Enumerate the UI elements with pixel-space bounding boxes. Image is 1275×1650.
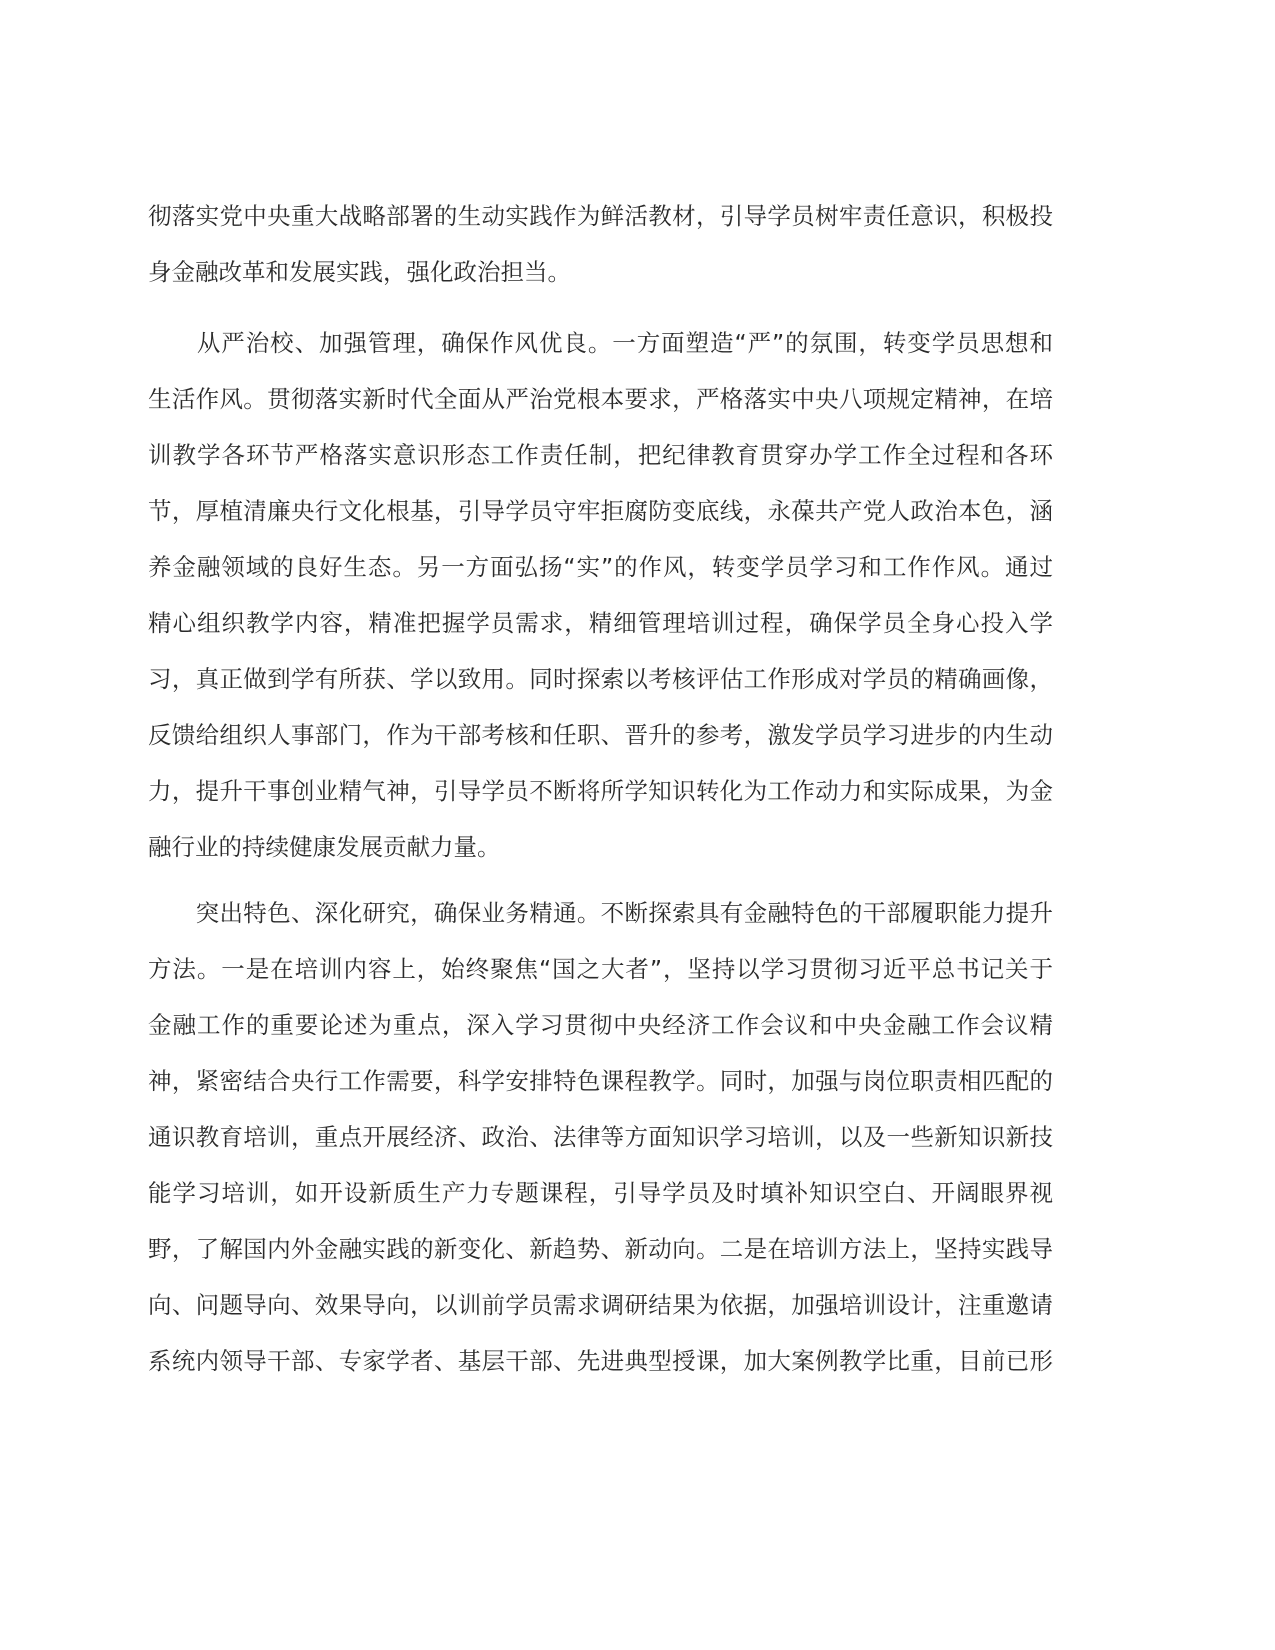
text-line: 野，了解国内外金融实践的新变化、新趋势、新动向。二是在培训方法上，坚持实践导 bbox=[148, 1235, 1053, 1263]
text-line: 突出特色、深化研究，确保业务精通。不断探索具有金融特色的干部履职能力提升 bbox=[148, 899, 1053, 927]
text-line: 金融工作的重要论述为重点，深入学习贯彻中央经济工作会议和中央金融工作会议精 bbox=[148, 1011, 1053, 1039]
text-line: 方法。一是在培训内容上，始终聚焦“国之大者”，坚持以学习贯彻习近平总书记关于 bbox=[148, 955, 1053, 983]
text-line: 能学习培训，如开设新质生产力专题课程，引导学员及时填补知识空白、开阔眼界视 bbox=[148, 1179, 1053, 1207]
text-line: 节，厚植清廉央行文化根基，引导学员守牢拒腐防变底线，永葆共产党人政治本色，涵 bbox=[148, 497, 1053, 525]
text-line: 从严治校、加强管理，确保作风优良。一方面塑造“严”的氛围，转变学员思想和 bbox=[148, 329, 1053, 357]
paragraph-1 bbox=[148, 188, 1053, 300]
text-line: 系统内领导干部、专家学者、基层干部、先进典型授课，加大案例教学比重，目前已形 bbox=[148, 1347, 1053, 1375]
text-line: 生活作风。贯彻落实新时代全面从严治党根本要求，严格落实中央八项规定精神，在培 bbox=[148, 385, 1053, 413]
text-line: 彻落实党中央重大战略部署的生动实践作为鲜活教材，引导学员树牢责任意识，积极投 bbox=[148, 202, 1053, 230]
text-line: 神，紧密结合央行工作需要，科学安排特色课程教学。同时，加强与岗位职责相匹配的 bbox=[148, 1067, 1053, 1095]
text-line: 通识教育培训，重点开展经济、政治、法律等方面知识学习培训，以及一些新知识新技 bbox=[148, 1123, 1053, 1151]
text-line: 习，真正做到学有所获、学以致用。同时探索以考核评估工作形成对学员的精确画像， bbox=[148, 665, 1053, 693]
paragraph-3 bbox=[148, 885, 1053, 1389]
text-line: 融行业的持续健康发展贡献力量。 bbox=[148, 833, 501, 861]
paragraph-2 bbox=[148, 315, 1053, 875]
text-line: 身金融改革和发展实践，强化政治担当。 bbox=[148, 258, 571, 286]
text-line: 训教学各环节严格落实意识形态工作责任制，把纪律教育贯穿办学工作全过程和各环 bbox=[148, 441, 1053, 469]
text-line: 向、问题导向、效果导向，以训前学员需求调研结果为依据，加强培训设计，注重邀请 bbox=[148, 1291, 1053, 1319]
text-line: 养金融领域的良好生态。另一方面弘扬“实”的作风，转变学员学习和工作作风。通过 bbox=[148, 553, 1053, 581]
text-line: 反馈给组织人事部门，作为干部考核和任职、晋升的参考，激发学员学习进步的内生动 bbox=[148, 721, 1053, 749]
text-line: 力，提升干事创业精气神，引导学员不断将所学知识转化为工作动力和实际成果，为金 bbox=[148, 777, 1053, 805]
text-line: 精心组织教学内容，精准把握学员需求，精细管理培训过程，确保学员全身心投入学 bbox=[148, 609, 1053, 637]
